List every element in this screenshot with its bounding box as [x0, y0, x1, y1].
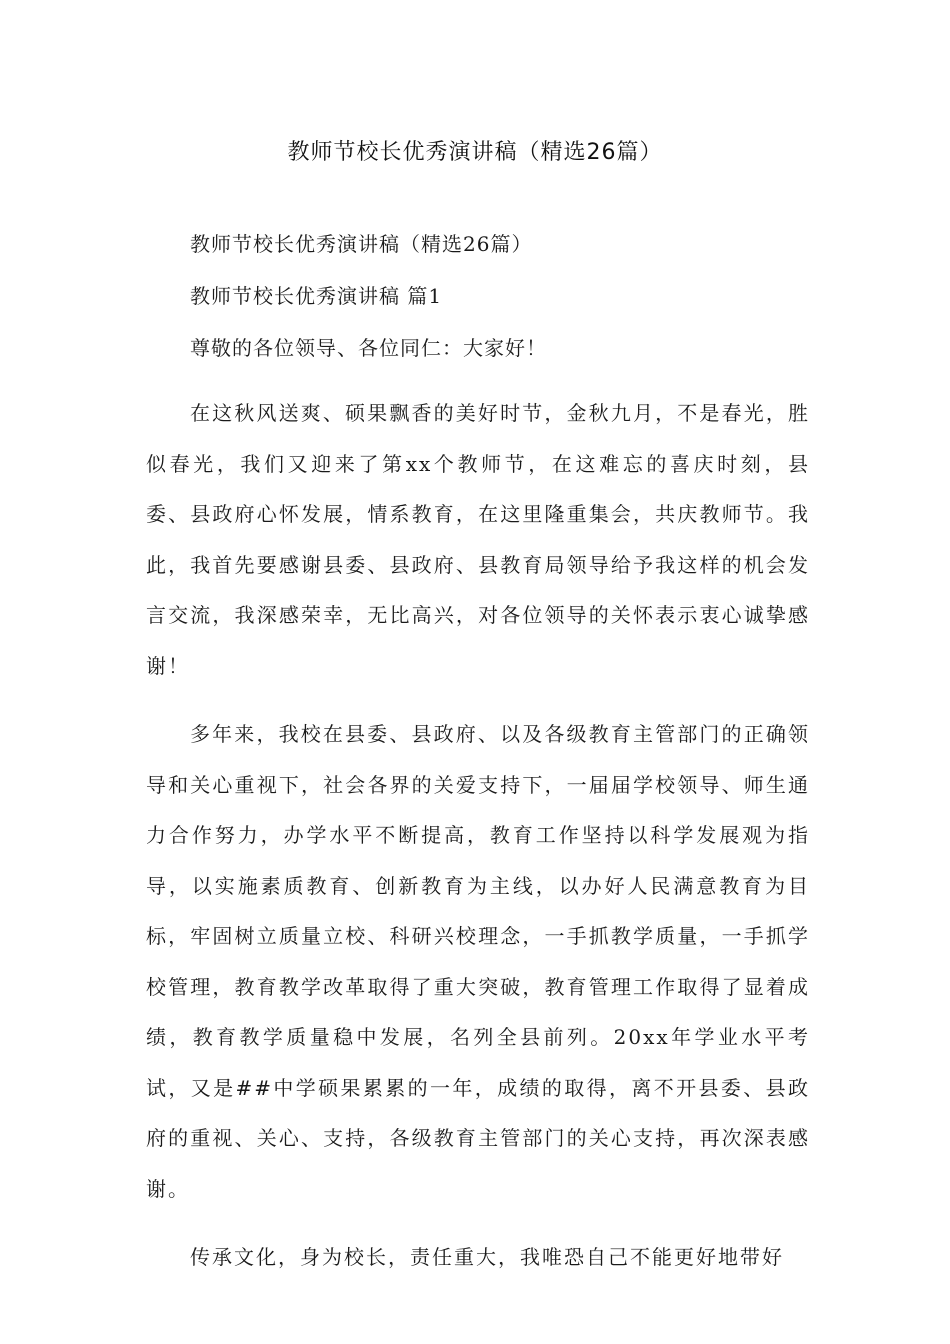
subtitle-line: 教师节校长优秀演讲稿（精选26篇）	[190, 232, 533, 256]
greeting-line: 尊敬的各位领导、各位同仁：大家好！	[190, 336, 547, 360]
paragraph: 多年来，我校在县委、县政府、以及各级教育主管部门的正确领导和关心重视下，社会各界的关爱支持下，一届届学校领导、师生通力合作努力，办学水平不断提高，教育工作坚持以科学发展观为指导，以实施素质教育、创新教育为主线，以办好人民满意教育为目标，牢固树立质量立校、科研兴校理念，一手抓教学质量，一手抓学校管理，教育教学改革取得了重大突破，教育管理工作取得了显着成绩，教育教学质量稳中发展，名列全县前列。20xx年学业水平考试，又是##中学硕果累累的一年，成绩的取得，离不开县委、县政府的重视、关心、支持，各级教育主管部门的关心支持，再次深表感谢。	[146, 722, 810, 1201]
document-body	[146, 232, 810, 1301]
document-title: 教师节校长优秀演讲稿（精选26篇）	[287, 140, 663, 165]
paragraph: 在这秋风送爽、硕果飘香的美好时节，金秋九月，不是春光，胜似春光，我们又迎来了第xx个教师节，在这难忘的喜庆时刻，县委、县政府心怀发展，情系教育，在这里隆重集会，共庆教师节。我此，我首先要感谢县委、县政府、县教育局领导给予我这样的机会发言交流，我深感荣幸，无比高兴，对各位领导的关怀表示衷心诚挚感谢！	[146, 401, 810, 678]
section-heading: 教师节校长优秀演讲稿 篇1	[190, 284, 443, 308]
paragraph: 传承文化，身为校长，责任重大，我唯恐自己不能更好地带好	[190, 1245, 784, 1269]
